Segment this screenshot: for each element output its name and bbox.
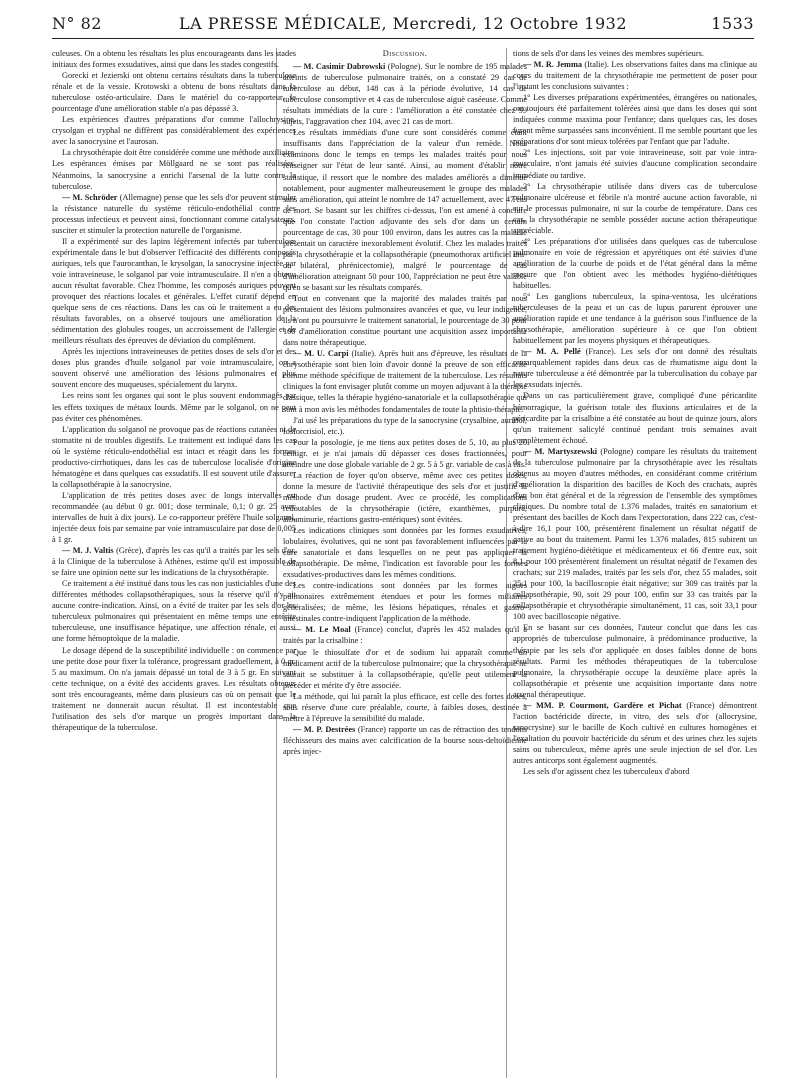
- speaker-paragraph: [52, 545, 296, 578]
- speaker-name: — M. U. Carpi: [293, 349, 349, 359]
- page-number: 1533: [711, 14, 754, 33]
- paragraph: Ce traitement a été institué dans tous les cas non justiciables d'une des différentes méthodes collapsothérapiques, sous la réserve qu'il n'y ait aucune contre-indication. Ainsi, on a évité de traiter par les sels d'or les tuberculeux pulmonaires qui présentaient en même temps une entérite tuberculeuse, une insuffisance hépatique, une affection rénale, et aussi une forme hémoptoïque de la maladie.: [52, 579, 296, 644]
- speaker-name: — M. J. Valtis: [62, 546, 114, 556]
- paragraph: Après les injections intraveineuses de petites doses de sels d'or et des doses plus grandes d'huile solganol par voie intramusculaire, on a souvent observé une amélioration des lésions pulmonaires et plus souvent encore des muqueuses, spécialement du larynx.: [52, 347, 296, 390]
- speaker-paragraph: [52, 192, 296, 236]
- speaker-paragraph: [283, 724, 527, 757]
- paragraph: culeuses. On a obtenu les résultats les plus encourageants dans les stades initiaux des formes exsudatives, ainsi que dans les stades congestifs.: [52, 49, 296, 70]
- speaker-paragraph: [283, 61, 527, 127]
- speaker-name: — M. Schröder: [62, 192, 118, 202]
- speaker-name: — M. A. Pellé: [523, 347, 581, 357]
- paragraph: Les résultats immédiats d'une cure sont considérés comme étant insuffisants dans l'appréciation de la valeur d'un remède. Nous examinons donc le temps en temps les malades traités pour nous renseigner sur l'état de leur santé. Ainsi, au moment d'établir notre statistique, il ressort que le nombre des malades améliorés a diminué notablement, pour augmenter malheureusement le groupe des malades sans amélioration, qui atteint le nombre de 147 actuellement, avec 47 cas de mort. Se basant sur les chiffres ci-dessus, l'on est amené à conclure que l'on constate l'action adjuvante des sels d'or dans un certain pourcentage de cas, 30 pour 100 environ, dans les autres cas la maladie présentait un caractère inexorablement évolutif. Chez les malades traités par la chrysothérapie et la collapsothérapie (pneumothorax artificiel uni- ou bilatéral, phrénicectomie), malgré le pourcentage de cas d'amélioration atteignant 50 pour 100, l'appréciation ne peut être valable qu'en se basant sur les résultats comparés.: [283, 128, 527, 292]
- speaker-text: (Italie). Après huit ans d'épreuve, les résultats de la chrysothérapie sont bien loin d'avoir donné la preuve de son efficacité comme méthode spécifique de traitement de la tuberculose. Les résultats cliniques la font envisager plutôt comme un moyen adjuvant à la thérapie classique, telles la thérapie hygiéno-sanatoriale et la collapsothérapie qui sont à mon avis les méthodes fondamentales de toute la phtisio-thérapie.: [283, 349, 528, 414]
- paragraph: 5° Les ganglions tuberculeux, la spina-ventosa, les ulcérations tuberculeuses de la peau et un cas de lupus parurent éprouver une amélioration rapide et une tendance à la guérison sous l'influence de la chrysothérapie, amélioration supérieure à ce que l'on obtient habituellement par les moyens physiques et thérapeutiques.: [513, 292, 757, 346]
- speaker-text: (France) rapporte un cas de rétraction des tendons fléchisseurs des mains avec calcification de la bourse sous-deltoïdienne après injec-: [283, 724, 528, 756]
- paragraph: L'application du solganol ne provoque pas de réactions cutanées ni de stomatite ni de troubles digestifs. Le traitement est indiqué dans les cas où le système réticulo-endothélial est intact et réagit dans les formes productivo-cirrhotiques, dans les cas de tuberculose localisée d'origine hématogène et dans quelques cas exsudatifs. Il est souvent utile d'assurer la collapsothérapie à la sanocrysine.: [52, 424, 296, 489]
- speaker-name: — M. R. Jemma: [523, 60, 583, 70]
- speaker-name: — M. Le Moal: [293, 625, 351, 635]
- paragraph: 2° Les injections, soit par voie intraveineuse, soit par voie intra-musculaire, n'ont jamais été suivies d'aucune complication secondaire immédiate ou tardive.: [513, 148, 757, 180]
- section-heading: Discussion.: [382, 49, 428, 58]
- paragraph: Il a expérimenté sur des lapins légèrement infectés par tuberculose expérimentale dans le but d'observer l'efficacité des différents composés auriques, tels que l'aurocanthan, le krysolgan, la sanocrysine injectée par voie intraveineuse, le solganol par voie intramusculaire. Il n'en a obtenu aucun résultat favorable. Chez l'homme, les composés auriques peuvent provoquer des réactions locales et générales. L'effet curatif dépend en quelque sens de ces réactions. Dans les cas où le traitement a eu des résultats favorables, on a observé toujours une amélioration de la sédimentation des globules rouges, un accroissement de l'allergie et de meilleurs résultats des épreuves de déviation du complément.: [52, 236, 296, 346]
- paragraph: 3° La chrysothérapie utilisée dans divers cas de tuberculose pulmonaire ulcéreuse et fébrile n'a montré aucune action favorable, ni sur le processus pulmonaire, ni sur la courbe de température. Dans ces cas, la chrysothérapie ne semble posséder aucune action thérapeutique appréciable.: [513, 181, 757, 235]
- speaker-text: (Grèce), d'après les cas qu'il a traités par les sels d'or, à la Clinique de la tuberculose à Athènes, estime qu'il est impossible de se faire une opinion nette sur les indications de la chrysothérapie.: [52, 546, 296, 578]
- speaker-text: (France) démontrent l'action bactéricide directe, in vitro, des sels d'or (allocrysine, sanocrysine) sur le bacille de Koch cultivé en cultures homogènes et l'exaltation du pouvoir bactéricide du sérum et des urines chez les sujets sains ou tuberculeux, même après une seule injection de sel d'or. Les autres anticorps sont également augmentés.: [513, 700, 757, 765]
- paragraph: Dans un cas particulièrement grave, compliqué d'une péricardite hémorragique, la guérison totale des fluxions articulaires et de la péricardite par la crisalbine a été constatée au bout de quinze jours, alors qu'un traitement salicylé continué pendant trois semaines avait complètement échoué.: [513, 391, 757, 445]
- page-header: [52, 10, 754, 39]
- speaker-name: — M. P. Destrées: [293, 724, 356, 734]
- paragraph: Les indications cliniques sont données par les formes exsudatives, lobulaires, évolutives, qui ne sont pas favorablement influencées par la cure sanatoriale et dans lesquelles on ne peut pas appliquer la collapsothérapie. De même, l'indication est favorable pour les formes exsudatives-productives dans les mêmes conditions.: [283, 526, 527, 580]
- speaker-paragraph: [283, 348, 527, 414]
- paragraph: Les reins sont les organes qui sont le plus souvent endommagés par les effets toxiques de métaux lourds. Même par le solganol, on ne peut pas éviter ces phénomènes.: [52, 391, 296, 423]
- paragraph: 4° Les préparations d'or utilisées dans quelques cas de tuberculose pulmonaire en voie de régression et apyrétiques ont été suivies d'une amélioration de la courbe de poids et de l'état général dans la même mesure que l'on obtient avec les méthodes hygiéno-diététiques habituelles.: [513, 236, 757, 290]
- paragraph: Les expériences d'autres préparations d'or comme l'allochrysine, crysolgan et tryphal ne diffèrent pas considérablement des expériences avec la sanocrysine et l'aurosan.: [52, 115, 296, 147]
- speaker-text: (Allemagne) pense que les sels d'or peuvent stimuler la résistance naturelle du système réticulo-endothélial contre les processus infectieux et peuvent ainsi, fonctionnant comme catalysateurs, susciter et stimuler la protection naturelle de l'organisme.: [52, 192, 296, 235]
- journal-title: LA PRESSE MÉDICALE, Mercredi, 12 Octobre 1932: [178, 14, 627, 33]
- paragraph: J'ai usé les préparations du type de la sanocrysine (crysalbine, auritiol, fosforcrisiol, etc.).: [283, 415, 527, 436]
- paragraph: L'application de très petites doses avec de longs intervalles est recommandée (au début 0 gr. 001; dose terminale, 0,1; 0 gr. 25 avec intervalles de huit à dix jours). Le co-rapporteur préfère l'huile solganol, injectée deux fois par semaine par voie intramusculaire par dose de 0,005 à 1 gr.: [52, 490, 296, 545]
- paragraph: La méthode, qui lui paraît la plus efficace, est celle des fortes doses, sous réserve d'une cure préalable, courte, à faibles doses, destinée à mettre à l'épreuve la sensibilité du malade.: [283, 691, 527, 723]
- paragraph: La chrysothérapie doit être considérée comme une méthode auxiliaire. Les espérances émises par Möllgaard ne se sont pas réalisées. Néanmoins, la sanocrysine a enrichi l'arsenal de la lutte contre la tuberculose.: [52, 148, 296, 191]
- speaker-paragraph: [513, 346, 757, 390]
- paragraph: Les sels d'or agissent chez les tuberculeux d'abord: [523, 767, 690, 777]
- paragraph: Le dosage dépend de la susceptibilité individuelle : on commence par une petite dose pour fixer la tolérance, progressant graduellement, à 0 gr. 5 au maximum. On n'a jamais dépassé un total de 3 à 5 gr. En suivant cette technique, on a évité des accidents graves. Les résultats obtenus sont très encourageants, même dans plusieurs cas où on pensait que le traitement ne donnerait aucun résultat. Il est incontestable que l'utilisation des sels d'or marque un progrès important dans la thérapeutique de la tuberculose.: [52, 645, 296, 732]
- paragraph: 1° Les diverses préparations expérimentées, étrangères ou nationales, ont toujours été parfaitement tolérées ainsi que dans les doses qui sont indiquées comme maxima pour l'enfance; dans quelques cas, les doses furent même surpassées sans inconvénient. Il me semble pourtant que les préparations d'or sont mieux tolérées par l'enfant que par l'adulte.: [513, 93, 757, 147]
- paragraph: Que le thiosulfate d'or et de sodium lui apparaît comme un médicament actif de la tuberculose pulmonaire; que la chrysothérapie ne saurait se substituer à la collapsothérapie, qu'elle peut utilement la précéder et mérite d'y être associée.: [283, 647, 527, 690]
- speaker-paragraph: [283, 624, 527, 646]
- speaker-name: — MM. P. Courmont, Gardère et Pichat: [523, 700, 682, 710]
- paragraph: Tout en convenant que la majorité des malades traités par nous présentaient des lésions pulmonaires avancées et que, vu leur indigence, ils n'ont pu poursuivre le traitement sanatorial, le pourcentage de 30 pour 100 d'amélioration constitue pourtant une acquisition assez importante dans notre thérapeutique.: [283, 294, 527, 348]
- speaker-name: — M. Casimir Dabrowski: [293, 62, 386, 72]
- speaker-paragraph: [513, 700, 757, 766]
- paragraph: Gorecki et Jezierski ont obtenu certains résultats dans la tuberculose rénale et de la vessie. Krotowski a obtenu de bons résultats dans la tuberculose ostéo-articulaire. Dans le matériel du co-rapporteur, le pourcentage d'une amélioration stable n'a pas dépassé 3.: [52, 71, 296, 114]
- paragraph: Pour la posologie, je me tiens aux petites doses de 5, 10, au plus 20 centigr. et je n'ai jamais dû dépasser ces doses fractionnées, pour atteindre une dose globale variable de 2 gr. 5 à 5 gr. variable de cas à cas.: [283, 437, 527, 469]
- speaker-name: — M. Martyszewski: [523, 446, 598, 456]
- speaker-text: (Italie). Les observations faites dans ma clinique au cours du traitement de la chrysothérapie me permettent de poser pour l'instant les conclusions suivantes :: [513, 60, 758, 92]
- paragraph: tions de sels d'or dans les veines des membres supérieurs.: [513, 49, 704, 58]
- speaker-text: (France). Les sels d'or ont donné des résultats remarquablement rapides dans deux cas de rhumatisme aigu dont la nature tuberculeuse a été démontrée par la tuberculisation du cobaye par les exsudats injectés.: [513, 347, 758, 390]
- speaker-text: (France) conclut, d'après les 452 malades qu'il a traités par la crisalbine :: [283, 625, 527, 646]
- paragraph: La réaction de foyer qu'on observe, même avec ces petites doses, donne la mesure de l'activité thérapeutique des sels d'or et justifie la méthode d'un dosage prudent. Avec ce procédé, les complications redoutables de la chrysothérapie (ictère, exanthèmes, purpura, albuminurie, réactions gastro-entériques) sont évitées.: [283, 470, 527, 524]
- speaker-paragraph: [513, 59, 757, 92]
- speaker-text: (Pologne) compare les résultats du traitement de la tuberculose pulmonaire par la chrysothérapie avec les résultats obtenus au moyen d'autres méthodes, en considérant comme critérium d'amélioration la disparition des bacilles de Koch des crachats, auprès d'un bon état général et de la régression de l'ensemble des symptômes cliniques. Du nombre total de 1.376 malades, traités en sanatorium et présentant des bacilles de Koch dans l'expectoration, dans 222 cas, c'est-à-dire 16,1 pour 100, présentèrent finalement un résultat négatif de gative au bout du traitement. Parmi les 1.376 malades, 815 subirent un traitement hygiéno-diététique et médicamenteux et 66 d'entre eux, soit 8,1 pour 100 présentèrent finalement un résultat négatif de l'examen des crachats; sur 219 malades, traités par les sels d'or, chez 55 malades, soit 25,1 pour 100, la bacilloscopie était négative; sur 309 cas traités par la collapsothérapie, 90, soit 29 pour 100, enfin sur 33 cas traités par la collapsothérapie et chrysothérapie simultanément, 11 cas, soit 33,1 pour 100 avec bacilloscopie négative.: [513, 446, 757, 622]
- issue-number: N° 82: [52, 14, 102, 33]
- speaker-paragraph: [513, 446, 757, 623]
- speaker-text: (Pologne). Sur le nombre de 195 malades atteints de tuberculose pulmonaire traités, on a constaté 29 cas de tuberculose au début, 148 cas à la période évolutive, 14 cas de tuberculose consomptive et 4 cas de tuberculose aiguë caséeuse. Comme résultats immédiats de la cure : l'amélioration a été constatée chez 99 sujets, l'aggravation chez 104, avec 21 cas de mort.: [283, 62, 527, 127]
- paragraph: Les contre-indications sont données par les formes aiguës pulmonaires extrêmement étendues et pour les formes miliaires généralisées; de même, les lésions hépatiques, rénales et gastro-intestinales contre-indiquent l'application de la méthode.: [283, 581, 527, 624]
- column-2: [283, 48, 527, 757]
- paragraph: En se basant sur ces données, l'auteur conclut que dans les cas appropriés de tuberculose pulmonaire, à prédominance productive, la thérapie par les sels d'or appliquée en doses faibles donne de bons résultats. Parmi les méthodes thérapeutiques de la tuberculose pulmonaire, la chrysothérapie occupe la deuxième place après la collapsothérapie et présente une acquisition importante dans notre arsenal thérapeutique.: [513, 623, 757, 699]
- column-3: [513, 48, 757, 777]
- column-1: [52, 48, 296, 733]
